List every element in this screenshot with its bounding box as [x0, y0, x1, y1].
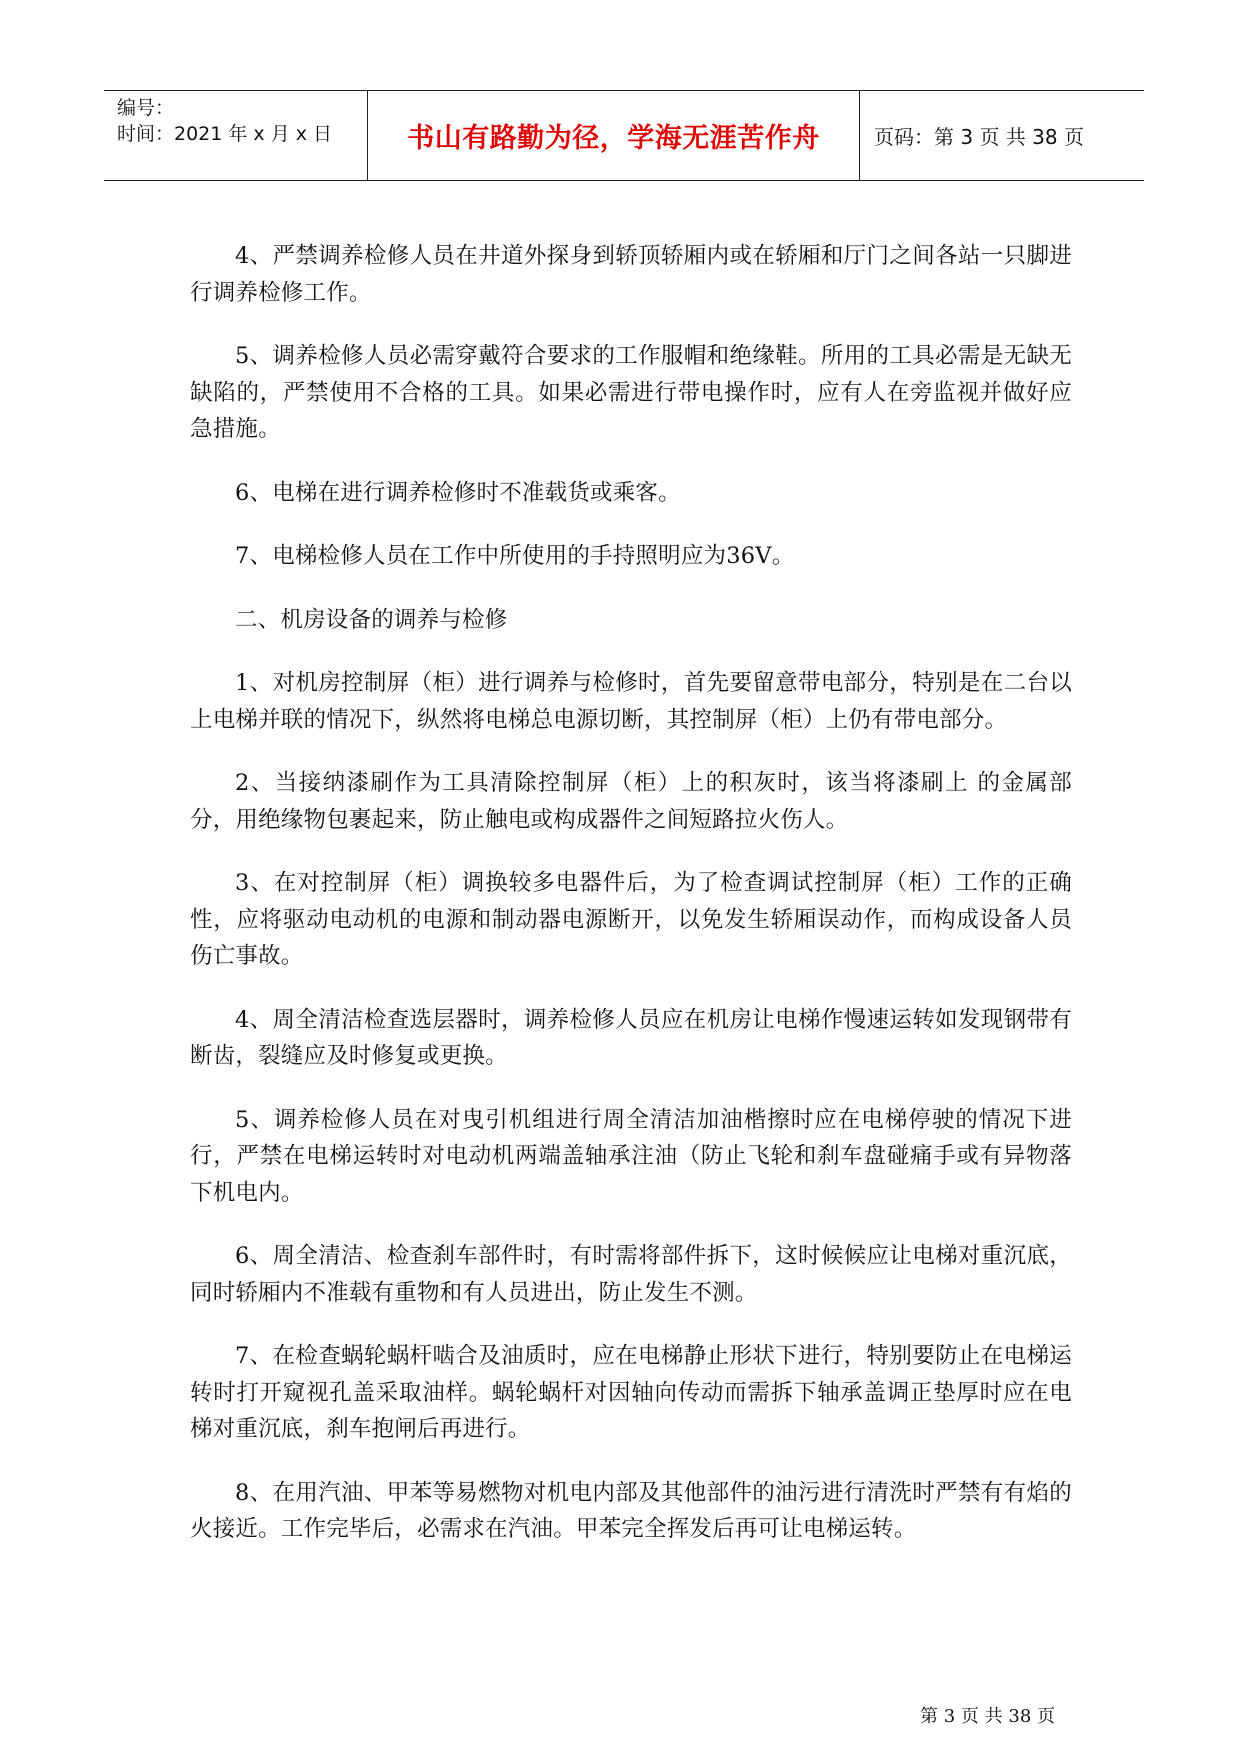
- paragraph: 2、当接纳漆刷作为工具清除控制屏（柜）上的积灰时，该当将漆刷上 的金属部分，用绝缘物包裹起来，防止触电或构成器件之间短路拉火伤人。: [190, 770, 1072, 833]
- paragraph: 3、在对控制屏（柜）调换较多电器件后，为了检查调试控制屏（柜）工作的正确性，应将驱动电动机的电源和制动器电源断开，以免发生轿厢误动作，而构成设备人员伤亡事故。: [190, 870, 1072, 969]
- page-header: [104, 90, 1144, 181]
- paragraph: 1、对机房控制屏（柜）进行调养与检修时，首先要留意带电部分，特别是在二台以上电梯并联的情况下，纵然将电梯总电源切断，其控制屏（柜）上仍有带电部分。: [190, 670, 1072, 733]
- paragraph: 4、周全清洁检查选层器时，调养检修人员应在机房让电梯作慢速运转如发现钢带有断齿，裂缝应及时修复或更换。: [190, 1006, 1072, 1069]
- document-time-label: 时间：2021 年 x 月 x 日: [117, 123, 333, 145]
- paragraph: 7、在检查蜗轮蜗杆啮合及油质时，应在电梯静止形状下进行，特别要防止在电梯运转时打开窥视孔盖采取油样。蜗轮蜗杆对因轴向传动而需拆下轴承盖调正垫厚时应在电梯对重沉底，刹车抱闸后再进行。: [190, 1343, 1072, 1442]
- paragraph: 7、电梯检修人员在工作中所使用的手持照明应为36V。: [235, 543, 795, 569]
- header-page-label: 页码：第 3 页 共 38 页: [874, 125, 1084, 149]
- header-info: [104, 91, 368, 180]
- document-body: [190, 238, 1072, 1575]
- header-motto: 书山有路勤为径，学海无涯苦作舟: [368, 91, 860, 180]
- paragraph: 8、在用汽油、甲苯等易燃物对机电内部及其他部件的油污进行清洗时严禁有有焰的火接近。工作完毕后，必需求在汽油。甲苯完全挥发后再可让电梯运转。: [190, 1479, 1072, 1542]
- section-heading: 二、机房设备的调养与检修: [235, 606, 508, 633]
- document-number-label: 编号：: [117, 97, 175, 119]
- paragraph: 5、调养检修人员必需穿戴符合要求的工作服帽和绝缘鞋。所用的工具必需是无缺无缺陷的，严禁使用不合格的工具。如果必需进行带电操作时，应有人在旁监视并做好应急措施。: [190, 343, 1072, 442]
- paragraph: 6、周全清洁、检查刹车部件时，有时需将部件拆下，这时候候应让电梯对重沉底，同时轿厢内不准载有重物和有人员进出，防止发生不测。: [190, 1243, 1072, 1306]
- paragraph: 4、严禁调养检修人员在井道外探身到轿顶轿厢内或在轿厢和厅门之间各站一只脚进行调养检修工作。: [190, 243, 1072, 306]
- paragraph: 5、调养检修人员在对曳引机组进行周全清洁加油楷擦时应在电梯停驶的情况下进行，严禁在电梯运转时对电动机两端盖轴承注油（防止飞轮和刹车盘碰痛手或有异物落下机电内。: [190, 1106, 1072, 1206]
- page-footer: 第 3 页 共 38 页: [920, 1706, 1055, 1727]
- paragraph: 6、电梯在进行调养检修时不准载货或乘客。: [235, 479, 681, 506]
